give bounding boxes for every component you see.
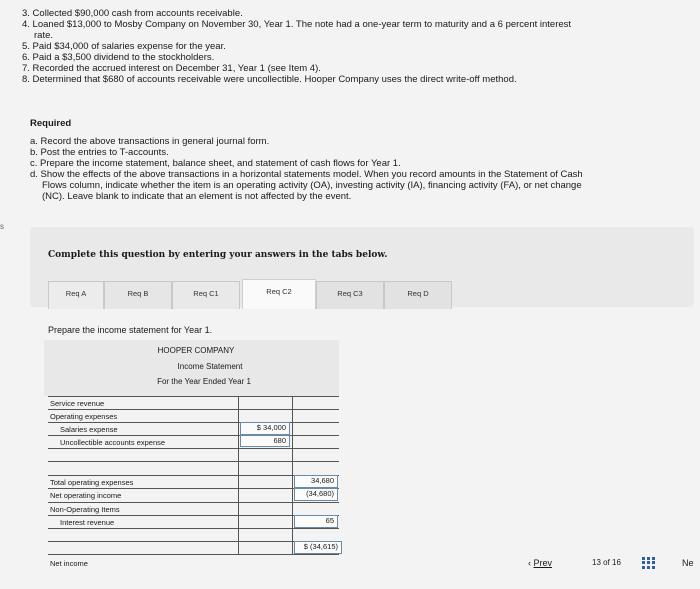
- company-name: HOOPER COMPANY: [157, 346, 235, 355]
- required-title: Required: [30, 118, 72, 129]
- required-item: (NC). Leave blank to indicate that an element is not affected by the event.: [42, 191, 352, 202]
- required-item: a. Record the above transactions in general journal form.: [30, 136, 270, 147]
- problem-item: 6. Paid a $3,500 dividend to the stockholders.: [22, 52, 215, 63]
- table-row: [48, 502, 339, 514]
- row-label: Net operating income: [50, 491, 122, 500]
- row-label: Service revenue: [50, 399, 105, 408]
- tab-req-a[interactable]: Req A: [48, 281, 104, 309]
- problem-item: 8. Determined that $680 of accounts receivable were uncollectible. Hooper Company uses the direct write-off method.: [22, 74, 517, 85]
- tab-req-c3[interactable]: Req C3: [316, 281, 384, 309]
- salaries-expense-input[interactable]: $ 34,000: [240, 422, 290, 435]
- problem-item: 4. Loaned $13,000 to Mosby Company on November 30, Year 1. The note had a one-year term to maturity and a 6 percent interest: [22, 19, 572, 30]
- row-label: Uncollectible accounts expense: [60, 438, 166, 447]
- tab-req-c1[interactable]: Req C1: [172, 281, 240, 309]
- prev-label: Prev: [533, 558, 553, 568]
- row-label: Total operating expenses: [50, 478, 134, 487]
- tab-req-d[interactable]: Req D: [384, 281, 452, 309]
- card-title: Complete this question by entering your answers in the tabs below.: [48, 250, 388, 260]
- required-item: Flows column, indicate whether the item is an operating activity (OA), investing activity (IA), financing activity (FA), or net change: [42, 180, 582, 191]
- interest-revenue-input[interactable]: 65: [294, 515, 338, 528]
- uncollectible-expense-input[interactable]: 680: [240, 435, 290, 447]
- row-label: Non-Operating Items: [50, 505, 120, 514]
- problem-item: 5. Paid $34,000 of salaries expense for the year.: [22, 41, 226, 52]
- required-item: d. Show the effects of the above transactions in a horizontal statements model. When you record amounts in the Statement of Cash: [30, 169, 583, 180]
- table-row: [48, 528, 339, 529]
- edge-mark: s: [0, 222, 4, 231]
- table-row: [48, 396, 339, 408]
- page-of: of: [603, 558, 610, 567]
- net-operating-income-input[interactable]: (34,680): [294, 488, 338, 501]
- total-operating-expenses-input[interactable]: 34,680: [294, 475, 338, 488]
- required-section: [30, 118, 670, 202]
- required-item: c. Prepare the income statement, balance sheet, and statement of cash flows for Year 1.: [30, 158, 401, 169]
- table-row: [48, 448, 339, 449]
- net-income-input[interactable]: $ (34,615): [294, 541, 342, 554]
- table-row: [48, 409, 339, 421]
- table-bottom-border: [48, 554, 339, 555]
- required-list: [30, 136, 670, 202]
- next-button[interactable]: Ne: [682, 558, 694, 568]
- row-label: Net income: [50, 559, 88, 568]
- instruction-text: Prepare the income statement for Year 1.: [48, 325, 213, 335]
- tab-req-c2[interactable]: Req C2: [242, 279, 316, 309]
- page-total: 16: [612, 558, 621, 567]
- grid-icon[interactable]: [642, 557, 654, 569]
- page-current: 13: [592, 558, 601, 567]
- problem-item: 3. Collected $90,000 cash from accounts receivable.: [22, 8, 243, 19]
- row-label: Salaries expense: [60, 425, 118, 434]
- page-indicator: [592, 558, 621, 567]
- statement-period: For the Year Ended Year 1: [157, 377, 251, 386]
- prev-button[interactable]: [528, 558, 552, 568]
- problem-item: rate.: [34, 30, 54, 41]
- tab-req-b[interactable]: Req B: [104, 281, 172, 309]
- problem-list: [22, 8, 682, 85]
- statement-title: Income Statement: [177, 362, 243, 371]
- table-row: [48, 461, 339, 462]
- required-item: b. Post the entries to T-accounts.: [30, 147, 169, 158]
- statement-header: [44, 340, 339, 396]
- row-label: Operating expenses: [50, 412, 118, 421]
- problem-item: 7. Recorded the accrued interest on December 31, Year 1 (see Item 4).: [22, 63, 321, 74]
- row-label: Interest revenue: [60, 518, 115, 527]
- chevron-left-icon: ‹: [528, 558, 531, 568]
